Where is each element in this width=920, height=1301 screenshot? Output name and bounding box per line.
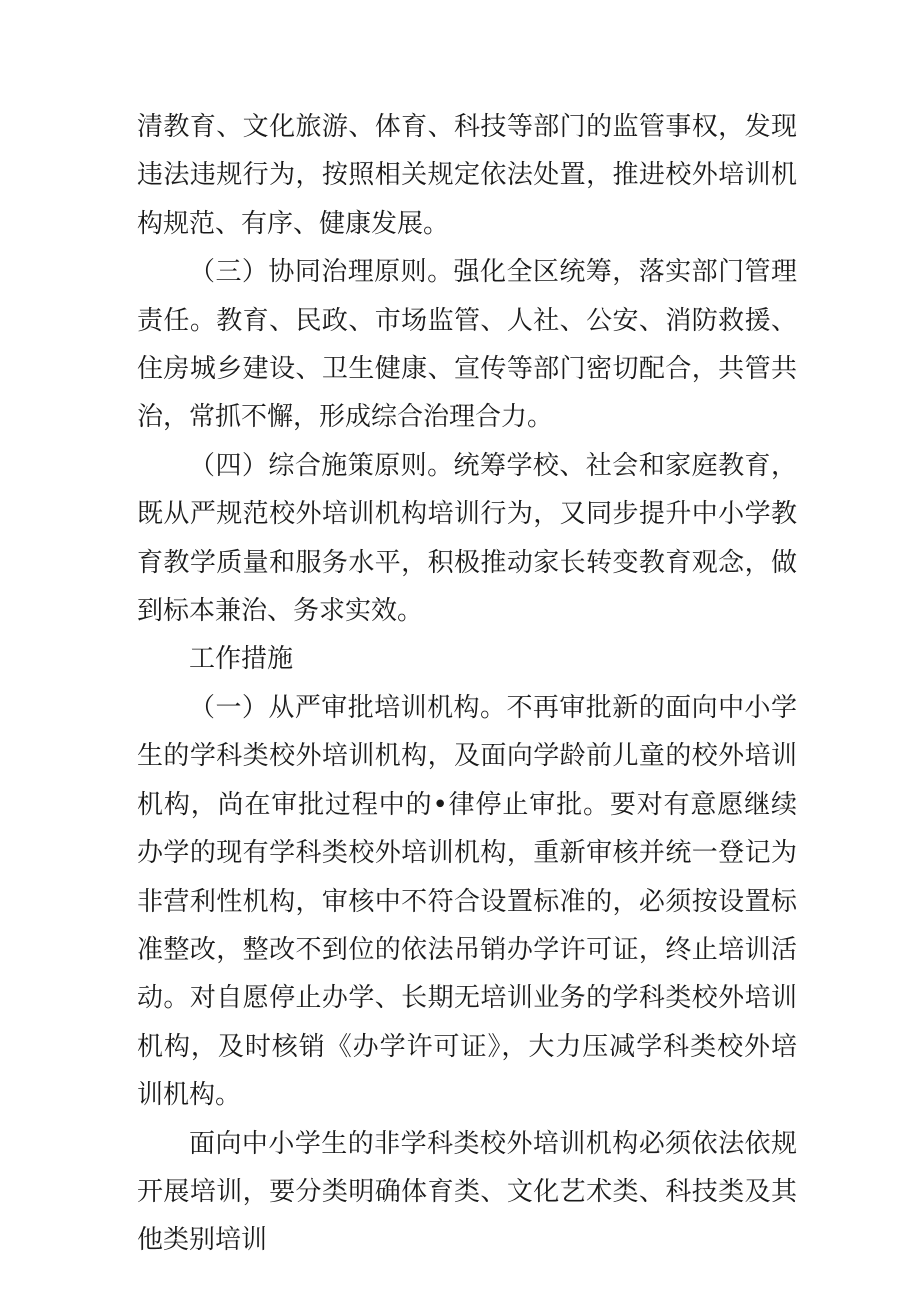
document-body — [137, 103, 797, 1265]
paragraph-non-subject-training: 面向中小学生的非学科类校外培训机构必须依法依规开展培训，要分类明确体育类、文化艺术类、科技类及其他类别培训 — [137, 1128, 797, 1256]
paragraph-principle-four: （四）综合施策原则。统筹学校、社会和家庭教育，既从严规范校外培训机构培训行为，又同步提升中小学教育教学质量和服务水平，积极推动家长转变教育观念，做到标本兼治、务求实效。 — [137, 450, 797, 627]
paragraph-measure-one: （一）从严审批培训机构。不再审批新的面向中小学生的学科类校外培训机构，及面向学龄前儿童的校外培训机构，尚在审批过程中的•律停止审批。要对有意愿继续办学的现有学科类校外培训机构，重新审核并统一登记为非营利性机构，审核中不符合设置标准的，必须按设置标准整改，整改不到位的依法吊销办学许可证，终止培训活动。对自愿停止办学、长期无培训业务的学科类校外培训机构，及时核销《办学许可证》，大力压减学科类校外培训机构。 — [137, 692, 797, 1111]
section-heading-work-measures: 工作措施 — [189, 644, 294, 675]
paragraph-continuation: 清教育、文化旅游、体育、科技等部门的监管事权，发现违法违规行为，按照相关规定依法处置，推进校外培训机构规范、有序、健康发展。 — [137, 112, 797, 239]
paragraph-principle-three: （三）协同治理原则。强化全区统筹，落实部门管理责任。教育、民政、市场监管、人社、公安、消防救援、住房城乡建设、卫生健康、宣传等部门密切配合，共管共治，常抓不懈，形成综合治理合力。 — [137, 257, 797, 433]
